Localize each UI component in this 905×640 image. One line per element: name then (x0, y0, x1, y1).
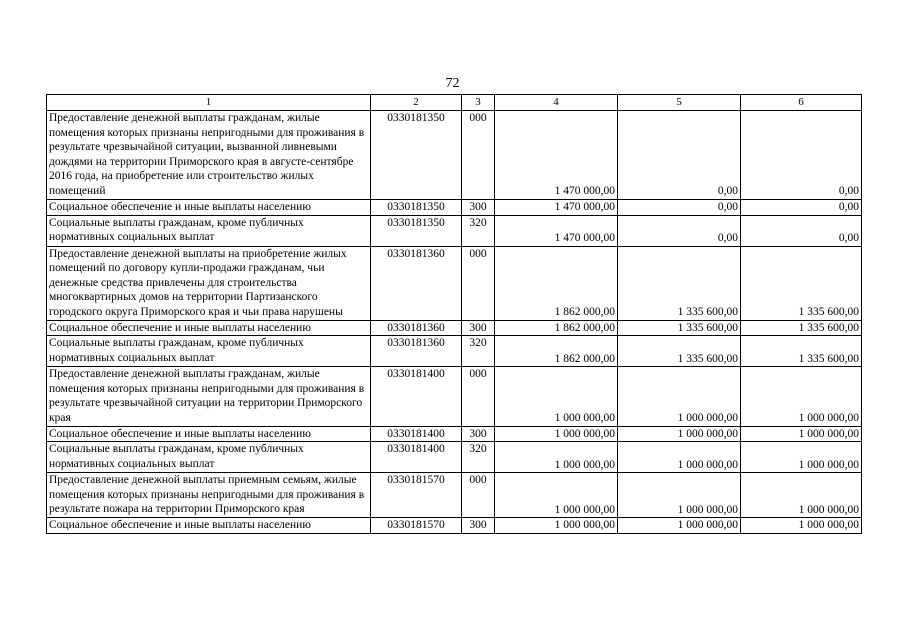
table-row (47, 215, 862, 246)
row-value-col6: 0,00 (741, 200, 862, 216)
row-value-col5: 1 335 600,00 (618, 320, 741, 336)
table-row (47, 473, 862, 518)
row-code: 0330181570 (371, 473, 462, 518)
column-header: 5 (618, 95, 741, 111)
column-header: 3 (462, 95, 495, 111)
row-value-col4: 1 470 000,00 (495, 200, 618, 216)
table-row (47, 426, 862, 442)
page-number: 72 (445, 76, 460, 91)
table-row (47, 246, 862, 320)
row-name: Социальное обеспечение и иные выплаты населению (47, 200, 371, 216)
row-code: 0330181570 (371, 518, 462, 534)
row-value-col4: 1 862 000,00 (495, 320, 618, 336)
row-value-col6: 1 335 600,00 (741, 246, 862, 320)
row-value-col4: 1 862 000,00 (495, 336, 618, 367)
row-value-col6: 1 335 600,00 (741, 320, 862, 336)
row-value-col4: 1 862 000,00 (495, 246, 618, 320)
column-header: 1 (47, 95, 371, 111)
row-kind: 000 (462, 111, 495, 200)
row-kind: 300 (462, 200, 495, 216)
table-row (47, 320, 862, 336)
row-value-col6: 0,00 (741, 111, 862, 200)
row-kind: 320 (462, 442, 495, 473)
row-value-col5: 0,00 (618, 111, 741, 200)
row-value-col6: 1 000 000,00 (741, 426, 862, 442)
row-kind: 000 (462, 246, 495, 320)
row-name: Социальное обеспечение и иные выплаты населению (47, 426, 371, 442)
row-value-col4: 1 000 000,00 (495, 426, 618, 442)
row-code: 0330181360 (371, 320, 462, 336)
row-name: Предоставление денежной выплаты на приобретение жилых помещений по договору купли-продажи гражданам, чьи денежные средства привлечены для строительства многоквартирных домов на территории Партизанского городского округа Приморского края и чьи права нарушены (47, 246, 371, 320)
row-name: Социальные выплаты гражданам, кроме публичных нормативных социальных выплат (47, 336, 371, 367)
row-name: Социальные выплаты гражданам, кроме публичных нормативных социальных выплат (47, 442, 371, 473)
row-value-col5: 1 000 000,00 (618, 518, 741, 534)
row-value-col5: 1 335 600,00 (618, 336, 741, 367)
row-name: Предоставление денежной выплаты гражданам, жилые помещения которых признаны непригодными для проживания в результате чрезвычайной ситуации, вызванной ливневыми дождями на территории Приморского края в августе-сентябре 2016 года, на приобретение или строительство жилых помещений (47, 111, 371, 200)
row-name: Предоставление денежной выплаты гражданам, жилые помещения которых признаны непригодными для проживания в результате чрезвычайной ситуации на территории Приморского края (47, 367, 371, 426)
table-row (47, 111, 862, 200)
row-code: 0330181400 (371, 367, 462, 426)
column-header: 6 (741, 95, 862, 111)
row-kind: 000 (462, 473, 495, 518)
row-value-col5: 1 000 000,00 (618, 473, 741, 518)
row-value-col5: 0,00 (618, 200, 741, 216)
row-code: 0330181400 (371, 442, 462, 473)
row-value-col6: 1 000 000,00 (741, 473, 862, 518)
row-value-col5: 0,00 (618, 215, 741, 246)
row-kind: 320 (462, 336, 495, 367)
row-value-col4: 1 000 000,00 (495, 367, 618, 426)
budget-table (46, 94, 862, 534)
row-value-col4: 1 470 000,00 (495, 215, 618, 246)
table-row (47, 336, 862, 367)
row-code: 0330181350 (371, 215, 462, 246)
row-code: 0330181400 (371, 426, 462, 442)
row-value-col4: 1 000 000,00 (495, 473, 618, 518)
row-value-col6: 1 000 000,00 (741, 367, 862, 426)
row-name: Социальные выплаты гражданам, кроме публичных нормативных социальных выплат (47, 215, 371, 246)
row-value-col4: 1 000 000,00 (495, 442, 618, 473)
column-header: 4 (495, 95, 618, 111)
table-header-row (47, 95, 862, 111)
row-name: Социальное обеспечение и иные выплаты населению (47, 320, 371, 336)
row-name: Социальное обеспечение и иные выплаты населению (47, 518, 371, 534)
row-value-col4: 1 470 000,00 (495, 111, 618, 200)
row-code: 0330181350 (371, 111, 462, 200)
row-kind: 300 (462, 320, 495, 336)
row-value-col5: 1 335 600,00 (618, 246, 741, 320)
table-row (47, 518, 862, 534)
row-value-col6: 1 000 000,00 (741, 518, 862, 534)
row-value-col4: 1 000 000,00 (495, 518, 618, 534)
row-value-col5: 1 000 000,00 (618, 367, 741, 426)
row-kind: 000 (462, 367, 495, 426)
row-kind: 300 (462, 518, 495, 534)
row-value-col6: 1 335 600,00 (741, 336, 862, 367)
row-code: 0330181360 (371, 336, 462, 367)
row-value-col5: 1 000 000,00 (618, 426, 741, 442)
table-row (47, 367, 862, 426)
column-header: 2 (371, 95, 462, 111)
row-kind: 320 (462, 215, 495, 246)
row-name: Предоставление денежной выплаты приемным семьям, жилые помещения которых признаны непригодными для проживания в результате пожара на территории Приморского края (47, 473, 371, 518)
table-row (47, 200, 862, 216)
row-code: 0330181360 (371, 246, 462, 320)
row-value-col5: 1 000 000,00 (618, 442, 741, 473)
row-value-col6: 1 000 000,00 (741, 442, 862, 473)
row-code: 0330181350 (371, 200, 462, 216)
table-row (47, 442, 862, 473)
row-value-col6: 0,00 (741, 215, 862, 246)
row-kind: 300 (462, 426, 495, 442)
